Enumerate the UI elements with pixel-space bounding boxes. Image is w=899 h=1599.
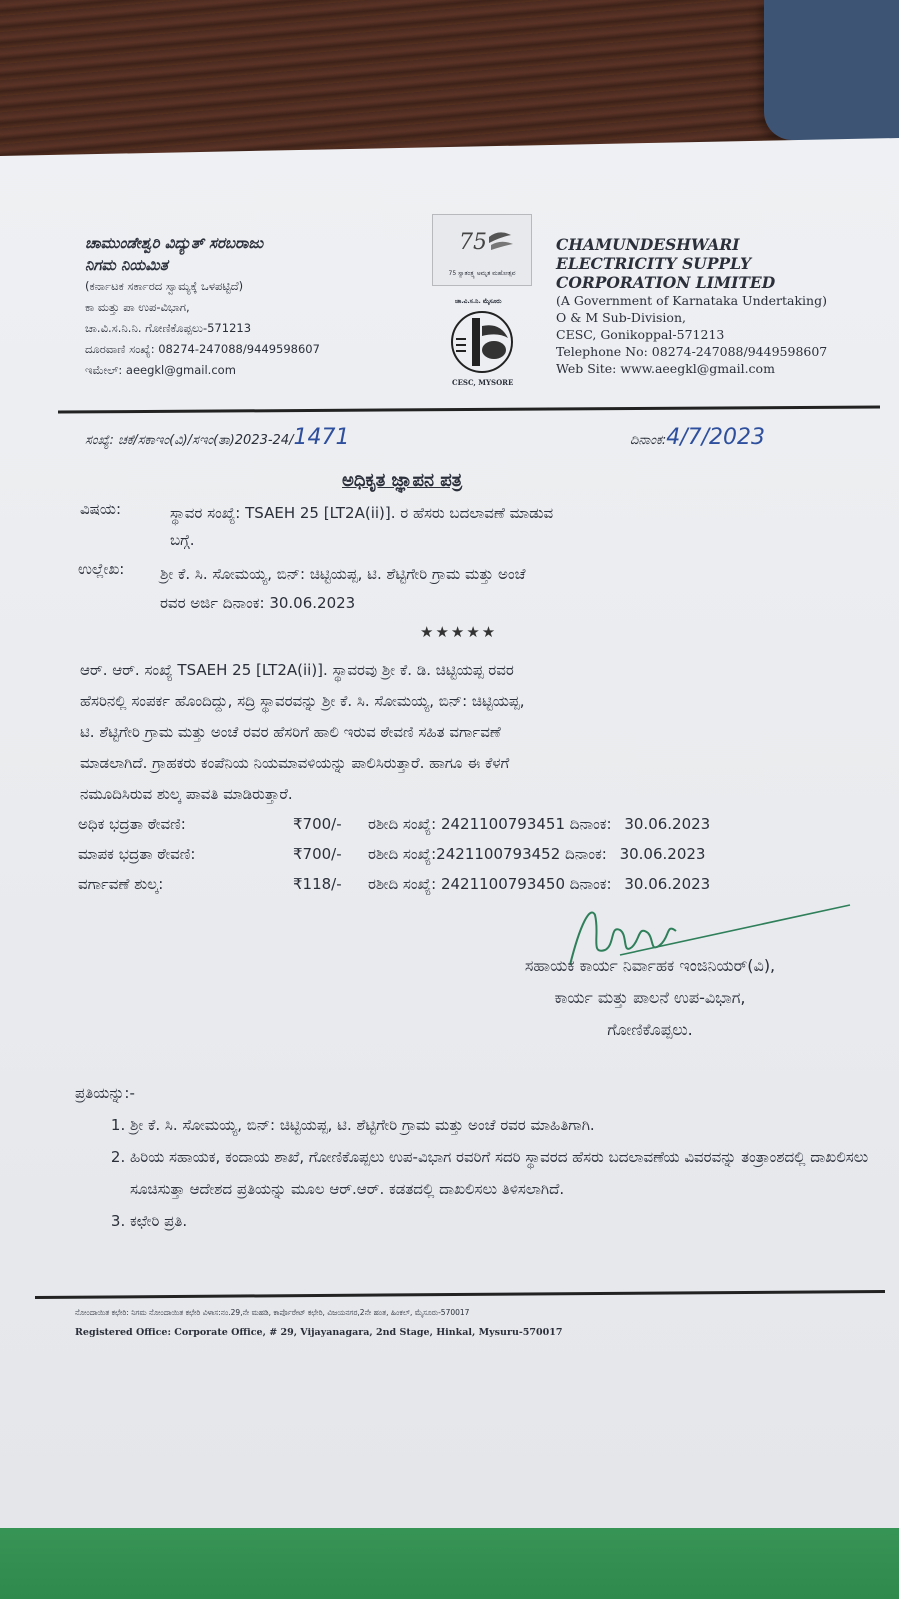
- list-item: 2. ಹಿರಿಯ ಸಹಾಯಕ, ಕಂದಾಯ ಶಾಖೆ, ಗೋಣಿಕೊಪ್ಪಲು ಉಪ-ವಿಭಾಗ ರವರಿಗೆ ಸದರಿ ಸ್ಥಾವರದ ಹೆಸರು ಬದಲಾವಣೆಯ ವಿವರವನ್ನು ತಂತ್ರಾಂಶದಲ್ಲಿ ದಾಖಲಿಸಲು ಸೂಚಿಸುತ್ತಾ ಆದೇಶದ ಪ್ರತಿಯನ್ನು ಮೂಲ ಆರ್.ಆರ್. ಕಡತದಲ್ಲಿ ದಾಖಲಿಸಲು ತಿಳಿಸಲಾಗಿದೆ.: [130, 1141, 875, 1205]
- logo-box-caption: 75 ಸ್ವಾತಂತ್ರ್ಯ ಅಮೃತ ಮಹೋತ್ಸವ: [448, 270, 516, 277]
- en-address-line: (A Government of Karnataka Undertaking): [556, 293, 827, 308]
- fee-row: [78, 875, 710, 893]
- date-label: ದಿನಾಂಕ:: [630, 433, 667, 448]
- reference-note-text: [160, 560, 525, 618]
- signatory-division: ಕಾರ್ಯ ಮತ್ತು ಪಾಲನೆ ಉಪ-ವಿಭಾಗ,: [554, 988, 746, 1007]
- body-paragraph: [80, 655, 860, 810]
- signatory-designation: ಸಹಾಯಕ ಕಾರ್ಯ ನಿರ್ವಾಹಕ ಇಂಜಿನಿಯರ್(ವಿ),: [524, 956, 776, 975]
- en-company-name-1: CHAMUNDESHWARI: [556, 235, 740, 254]
- en-website-line: Web Site: www.aeegkl@gmail.com: [556, 361, 775, 376]
- en-address-line: O & M Sub-Division,: [556, 310, 686, 325]
- body-line: ಆರ್. ಆರ್. ಸಂಖ್ಯೆ TSAEH 25 [LT2A(ii)]. ಸ್ಥಾವರವು ಶ್ರೀ ಕೆ. ಡಿ. ಚಿಟ್ಟಿಯಪ್ಪ ರವರ: [80, 661, 514, 679]
- letterhead-kannada: [85, 232, 425, 381]
- logo-circle-top-text: ಚಾ.ವಿ.ಸ.ನಿ. ಮೈಸೂರು: [455, 298, 502, 305]
- cesc-logo-icon: [438, 298, 526, 386]
- copies-label: ಪ್ರತಿಯನ್ನು:-: [75, 1084, 135, 1102]
- subject-label: ವಿಷಯ:: [80, 500, 121, 518]
- fee-label: ಅಧಿಕ ಭದ್ರತಾ ಠೇವಣಿ:: [78, 815, 186, 833]
- reference-note-line: ಶ್ರೀ ಕೆ. ಸಿ. ಸೋಮಯ್ಯ, ಬಿನ್: ಚಿಟ್ಟಿಯಪ್ಪ, ಟಿ. ಶೆಟ್ಟಿಗೇರಿ ಗ್ರಾಮ ಮತ್ತು ಅಂಚೆ: [160, 565, 526, 583]
- subject-text-line: ಸ್ಥಾವರ ಸಂಖ್ಯೆ: TSAEH 25 [LT2A(ii)]. ರ ಹೆಸರು ಬದಲಾವಣೆ ಮಾಡುವ: [170, 504, 554, 522]
- signatory-block: [440, 950, 860, 1046]
- list-item: 3. ಕಛೇರಿ ಪ್ರತಿ.: [130, 1205, 875, 1237]
- fee-row: [78, 845, 705, 863]
- logo-circle-bottom-text: CESC, MYSORE: [452, 378, 514, 387]
- azadi-logo: [432, 214, 532, 286]
- kn-company-name-2: ನಿಗಮ ನಿಯಮಿತ: [85, 256, 168, 274]
- body-line: ಮಾಡಲಾಗಿದೆ. ಗ್ರಾಹಕರು ಕಂಪೆನಿಯ ನಿಯಮಾವಳಿಯನ್ನು ಪಾಲಿಸಿರುತ್ತಾರೆ. ಹಾಗೂ ಈ ಕೆಳಗೆ: [80, 754, 510, 772]
- document-title: ಅಧಿಕೃತ ಜ್ಞಾಪನ ಪತ್ರ: [342, 470, 463, 491]
- fee-row: [78, 815, 710, 833]
- kn-email-line: ಇಮೇಲ್: aeegkl@gmail.com: [85, 363, 236, 377]
- fee-receipt: ರಶೀದಿ ಸಂಖ್ಯೆ:2421100793452 ದಿನಾಂಕ:: [368, 845, 607, 863]
- copies-section: [75, 1077, 875, 1237]
- kn-company-name-1: ಚಾಮುಂಡೇಶ್ವರಿ ವಿದ್ಯುತ್ ಸರಬರಾಜು: [85, 234, 264, 252]
- kn-address-line: ಚಾ.ವಿ.ಸ.ನಿ.ನಿ. ಗೋಣಿಕೊಪ್ಪಲು-571213: [85, 321, 252, 335]
- copies-list: [75, 1109, 875, 1237]
- fee-amount: ₹700/-: [293, 815, 342, 833]
- date-line: [630, 425, 765, 450]
- body-line: ಹೆಸರಿನಲ್ಲಿ ಸಂಪರ್ಕ ಹೊಂದಿದ್ದು, ಸದ್ರಿ ಸ್ಥಾವರವನ್ನು ಶ್ರೀ ಕೆ. ಸಿ. ಸೋಮಯ್ಯ, ಬಿನ್: ಚಿಟ್ಟಿಯಪ್ಪ,: [80, 692, 525, 710]
- kn-address-line: (ಕರ್ನಾಟಕ ಸರ್ಕಾರದ ಸ್ವಾಮ್ಯಕ್ಕೆ ಒಳಪಟ್ಟಿದೆ): [85, 279, 244, 293]
- fee-label: ಮಾಪಕ ಭದ್ರತಾ ಠೇವಣಿ:: [78, 845, 196, 863]
- en-company-name-2: ELECTRICITY SUPPLY: [556, 254, 752, 273]
- en-company-name-3: CORPORATION LIMITED: [556, 273, 776, 292]
- fee-date: 30.06.2023: [619, 845, 706, 863]
- body-line: ಟಿ. ಶೆಟ್ಟಿಗೇರಿ ಗ್ರಾಮ ಮತ್ತು ಅಂಚೆ ರವರ ಹೆಸರಿಗೆ ಹಾಲಿ ಇರುವ ಠೇವಣಿ ಸಹಿತ ವರ್ಗಾವಣೆ: [80, 723, 501, 741]
- fee-amount: ₹700/-: [293, 845, 342, 863]
- subject-text: [170, 500, 553, 554]
- footer-english: Registered Office: Corporate Office, # 29, Vijayanagara, 2nd Stage, Hinkal, Mysuru-570017: [75, 1327, 563, 1338]
- separator-stars: ★★★★★: [420, 623, 498, 641]
- fee-label: ವರ್ಗಾವಣೆ ಶುಲ್ಕ:: [78, 875, 164, 893]
- svg-text:75: 75: [459, 230, 487, 255]
- footer-kannada: ನೋಂದಾಯಿತ ಕಛೇರಿ: ನಿಗಮ ನೋಂದಾಯಿತ ಕಛೇರಿ ವಿಳಾಸ:ನಂ.29,ನೇ ಮಹಡಿ, ಕಾರ್ಪೊರೇಟ್ ಕಛೇರಿ, ವಿಜಯನಗರ,2ನೇ ಹಂತ, ಹಿಂಕಲ್, ಮೈಸೂರು-570017: [75, 1308, 470, 1317]
- reference-note-label: ಉಲ್ಲೇಖ:: [78, 560, 125, 578]
- reference-number: 1471: [293, 425, 350, 450]
- en-address-line: CESC, Gonikoppal-571213: [556, 327, 725, 342]
- letterhead-english: [556, 235, 886, 377]
- reference-line: [85, 425, 349, 450]
- list-item: 1. ಶ್ರೀ ಕೆ. ಸಿ. ಸೋಮಯ್ಯ, ಬಿನ್: ಚಿಟ್ಟಿಯಪ್ಪ, ಟಿ. ಶೆಟ್ಟಿಗೇರಿ ಗ್ರಾಮ ಮತ್ತು ಅಂಚೆ ರವರ ಮಾಹಿತಿಗಾಗಿ.: [130, 1109, 875, 1141]
- body-line: ನಮೂದಿಸಿರುವ ಶುಲ್ಕ ಪಾವತಿ ಮಾಡಿರುತ್ತಾರೆ.: [80, 785, 293, 803]
- fee-date: 30.06.2023: [624, 815, 711, 833]
- reference-label: ಸಂಖ್ಯೆ: ಚಕೆ/ಸಕಾಇಂ(ವಿ)/ಸಇಂ(ತಾ)2023-24/: [85, 433, 294, 448]
- date-value: 4/7/2023: [666, 425, 766, 450]
- kn-address-line: ಕಾ ಮತ್ತು ಪಾ ಉಪ-ವಿಭಾಗ,: [85, 300, 190, 314]
- en-phone-line: Telephone No: 08274-247088/9449598607: [556, 344, 828, 359]
- reference-note-line: ರವರ ಅರ್ಜಿ ದಿನಾಂಕ: 30.06.2023: [160, 594, 356, 612]
- fee-receipt: ರಶೀದಿ ಸಂಖ್ಯೆ: 2421100793450 ದಿನಾಂಕ:: [368, 875, 612, 893]
- fee-date: 30.06.2023: [624, 875, 711, 893]
- fee-receipt: ರಶೀದಿ ಸಂಖ್ಯೆ: 2421100793451 ದಿನಾಂಕ:: [368, 815, 612, 833]
- subject-text-line: ಬಗ್ಗೆ.: [170, 531, 195, 549]
- fee-amount: ₹118/-: [293, 875, 342, 893]
- flag-icon: [433, 215, 531, 267]
- kn-phone-line: ದೂರವಾಣಿ ಸಂಖ್ಯೆ: 08274-247088/9449598607: [85, 342, 320, 356]
- book-corner: [764, 0, 899, 140]
- signatory-place: ಗೋಣಿಕೊಪ್ಪಲು.: [607, 1020, 693, 1039]
